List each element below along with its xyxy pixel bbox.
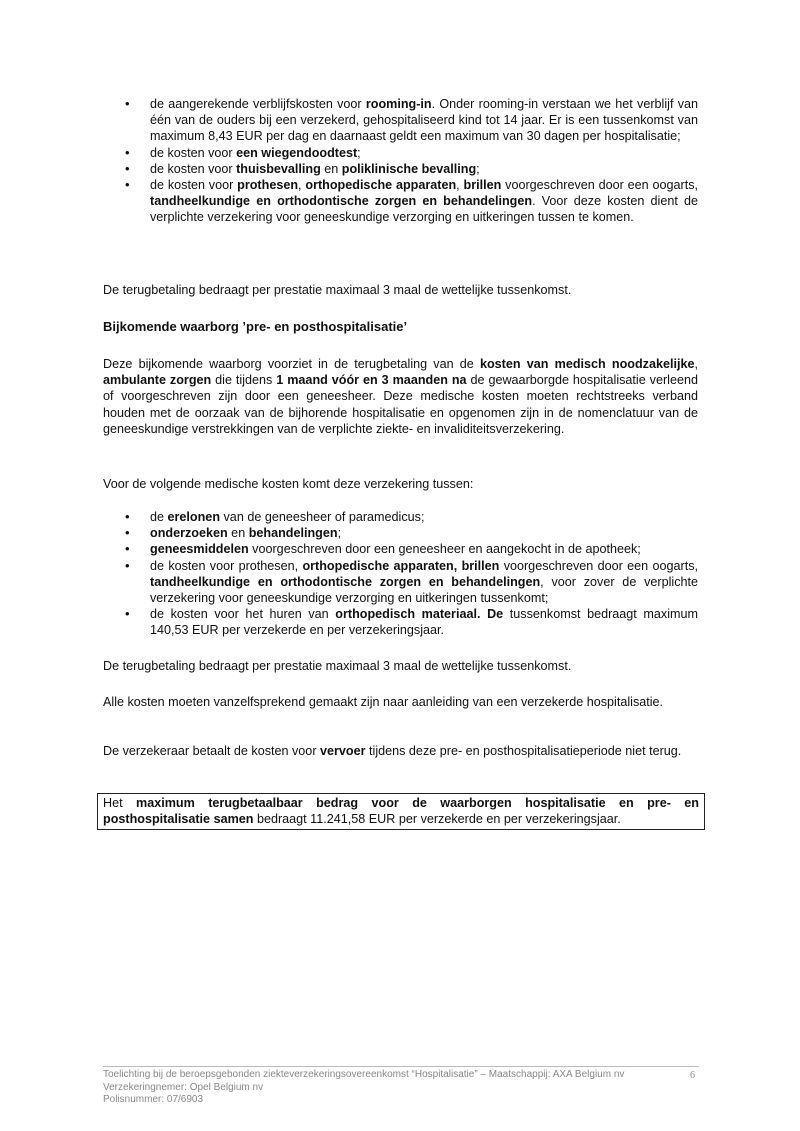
bold-text: orthopedische apparaten — [305, 178, 457, 193]
list-item — [103, 145, 698, 161]
bold-text: kosten van medisch noodzakelijke — [479, 357, 695, 371]
footer-divider — [103, 1066, 699, 1067]
text-segment: bedraagt 11.241,58 EUR per verzekerde en per verzekeringsjaar. — [253, 812, 621, 827]
page-number: 6 — [690, 1070, 695, 1081]
bold-text: poliklinische bevalling — [341, 161, 477, 176]
bold-text: orthopedische apparaten, brillen — [302, 558, 500, 573]
bold-text: tandheelkundige en orthodontische zorgen en behandelingen — [150, 574, 541, 589]
bold-text: erelonen — [167, 510, 221, 524]
text-segment: Het — [103, 796, 137, 810]
list-item — [103, 161, 698, 177]
list-intro-paragraph — [103, 476, 698, 492]
bold-text: 1 maand vóór en 3 maanden na — [276, 373, 467, 388]
text-segment: , voor zover de verplichte verzekering voor geneeskundige verzorging en uitkeringen tussenkomt; — [150, 574, 698, 606]
bold-text: prothesen — [237, 178, 299, 193]
bold-text: maximum terugbetaalbaar bedrag voor de waarborgen hospitalisatie en pre- en posthospitalisatie samen — [103, 796, 699, 827]
text-segment: en — [227, 526, 249, 541]
text-segment: ; — [357, 145, 361, 160]
footer-line-3: Polisnummer: 07/6903 — [103, 1094, 204, 1105]
text-segment: . Onder rooming-in verstaan we het verblijf van één van de ouders bij een verzekerd, gehospitaliseerd kind tot 14 jaar. Er is een tussenkomst van maximum 8,43 EUR per dag en daarnaast geldt een maximum van 30 dagen per hospitalisatie; — [150, 97, 699, 144]
bold-text: ambulante zorgen — [103, 373, 212, 388]
text-segment: voorgeschreven door een geneesheer en aangekocht in de apotheek; — [248, 542, 641, 557]
text-segment: de kosten voor prothesen, — [150, 558, 303, 573]
section-heading — [103, 319, 698, 335]
bold-text: geneesmiddelen — [150, 542, 249, 557]
text-segment: van de geneesheer of paramedicus; — [220, 510, 425, 524]
bold-text: vervoer — [320, 744, 366, 758]
text-segment: ; — [337, 526, 342, 541]
text-segment: De verzekeraar betaalt de kosten voor — [103, 744, 321, 758]
text-segment: de — [150, 510, 168, 524]
bold-text: behandelingen — [248, 526, 338, 541]
bold-text: onderzoeken — [150, 526, 228, 541]
maximum-amount-box — [97, 793, 705, 830]
bold-text: rooming-in — [365, 97, 432, 111]
all-costs-paragraph — [103, 694, 698, 710]
transport-paragraph — [103, 743, 698, 759]
text-segment: De terugbetaling bedraagt per prestatie maximaal 3 maal de wettelijke tussenkomst. — [103, 659, 572, 673]
text-segment: ; — [476, 161, 480, 176]
text-segment: , — [694, 357, 698, 371]
bold-text: orthopedisch materiaal. — [335, 607, 481, 622]
text-segment: Deze bijkomende waarborg voorziet in de terugbetaling van de — [103, 357, 480, 371]
text-segment: tussenkomst bedraagt maximum 140,53 EUR per verzekerde en per verzekeringsjaar. — [150, 607, 698, 638]
text-segment: de gewaarborgde hospitalisatie verleend of voorgeschreven zijn door een geneesheer. Deze medische kosten moeten rechtstreeks verband houden met de oorzaak van de bijhorende hospitalisatie en opgenomen zijn in de nomenclatuur van de geneeskundige verstrekkingen van de verplichte ziekte- en invaliditeitsverzekering. — [103, 373, 698, 436]
text-segment: de kosten voor — [150, 145, 237, 160]
text-segment: de aangerekende verblijfskosten voor — [150, 97, 366, 111]
footer — [103, 1069, 624, 1107]
text-segment: , — [298, 178, 306, 193]
list-item — [103, 509, 698, 525]
text-segment: de kosten voor het huren van — [150, 607, 336, 622]
list-item — [103, 525, 698, 541]
coverage-list-top — [103, 96, 698, 226]
text-segment: tijdens deze pre- en posthospitalisatieperiode niet terug. — [365, 744, 682, 758]
list-item — [103, 177, 698, 226]
text-segment: voorgeschreven door een oogarts, — [499, 558, 699, 573]
footer-line-2: Verzekeringnemer: Opel Belgium nv — [103, 1081, 264, 1093]
text-segment: die tijdens — [211, 373, 277, 388]
text-segment: De terugbetaling bedraagt per prestatie maximaal 3 maal de wettelijke tussenkomst. — [103, 283, 572, 297]
text-segment: de kosten voor — [150, 161, 237, 176]
text-segment: Bijkomende waarborg ’pre- en posthospitalisatie’ — [103, 319, 408, 334]
footer-line-1: Toelichting bij de beroepsgebonden ziekteverzekeringsovereenkomst “Hospitalisatie” – Maatschappij: AXA Belgium nv — [103, 1069, 625, 1080]
text-segment: Alle kosten moeten vanzelfsprekend gemaakt zijn naar aanleiding van een verzekerde hospitalisatie. — [103, 695, 664, 709]
text-segment: . Voor deze kosten dient de verplichte verzekering voor geneeskundige verzorging en uitkeringen tussen te komen. — [150, 194, 698, 225]
coverage-list-bottom — [103, 509, 698, 639]
text-segment: , — [456, 178, 464, 193]
list-item — [103, 541, 698, 557]
refund-paragraph-2 — [103, 658, 698, 674]
bold-text: tandheelkundige en orthodontische zorgen en behandelingen — [150, 194, 533, 209]
text-segment: de kosten voor — [150, 178, 238, 193]
bold-text: thuisbevalling — [236, 161, 321, 176]
text-segment: en — [320, 161, 342, 176]
text-segment: Voor de volgende medische kosten komt deze verzekering tussen: — [103, 477, 474, 491]
bold-text: De — [487, 607, 504, 622]
bold-text: een wiegendoodtest — [236, 145, 358, 160]
list-item — [103, 96, 698, 145]
list-item — [103, 558, 698, 607]
list-item — [103, 606, 698, 638]
refund-paragraph-1 — [103, 282, 698, 298]
text-segment: voorgeschreven door een oogarts, — [501, 178, 699, 193]
intro-paragraph — [103, 356, 698, 437]
bold-text: brillen — [463, 178, 502, 193]
